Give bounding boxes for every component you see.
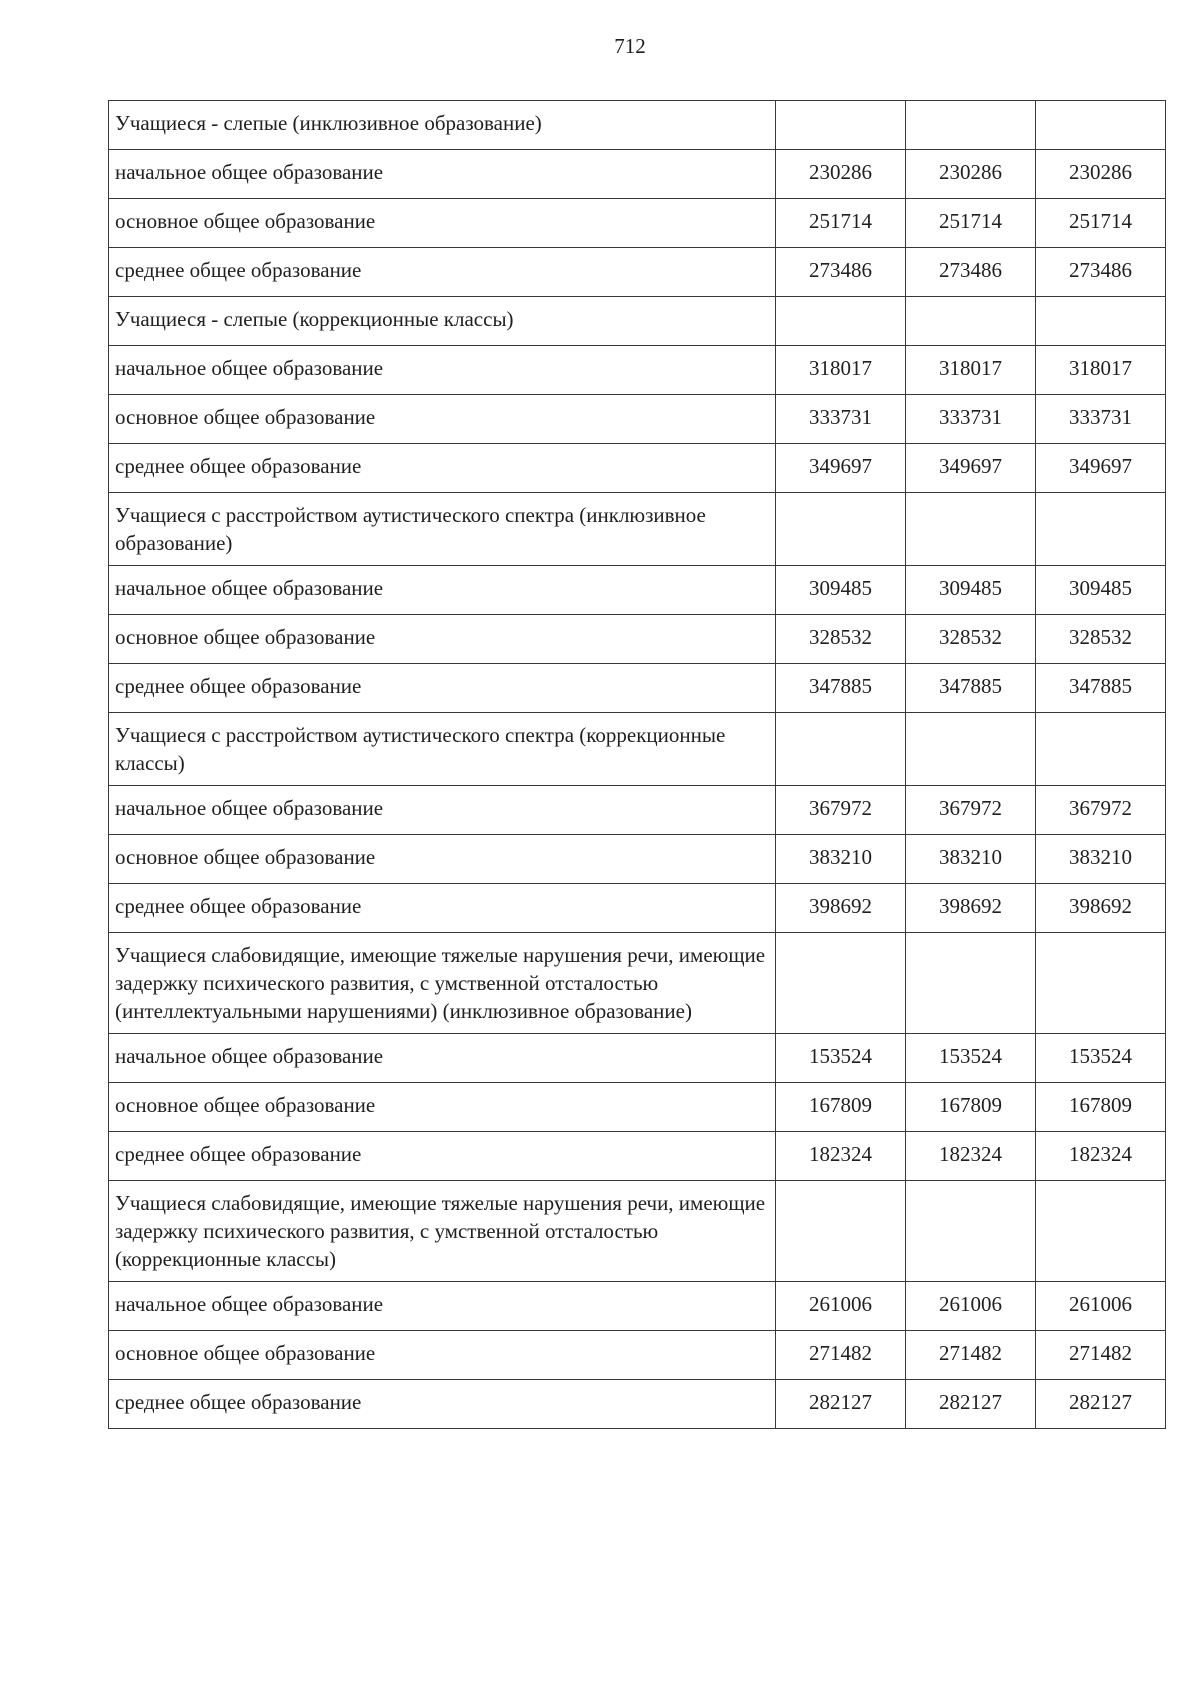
empty-cell [906, 493, 1036, 566]
value-cell: 333731 [906, 395, 1036, 444]
row-label: среднее общее образование [109, 884, 776, 933]
empty-cell [776, 933, 906, 1034]
value-cell: 261006 [906, 1282, 1036, 1331]
empty-cell [776, 101, 906, 150]
row-label: начальное общее образование [109, 1282, 776, 1331]
value-cell: 261006 [1036, 1282, 1166, 1331]
value-cell: 182324 [1036, 1132, 1166, 1181]
value-cell: 383210 [776, 835, 906, 884]
empty-cell [776, 1181, 906, 1282]
empty-cell [1036, 713, 1166, 786]
value-cell: 309485 [906, 566, 1036, 615]
row-label: среднее общее образование [109, 444, 776, 493]
value-cell: 261006 [776, 1282, 906, 1331]
value-cell: 398692 [906, 884, 1036, 933]
value-cell: 383210 [1036, 835, 1166, 884]
empty-cell [906, 713, 1036, 786]
empty-cell [776, 713, 906, 786]
table-row [109, 1282, 1166, 1331]
value-cell: 271482 [776, 1331, 906, 1380]
table-section-header [109, 101, 1166, 150]
value-cell: 230286 [1036, 150, 1166, 199]
value-cell: 271482 [906, 1331, 1036, 1380]
value-cell: 273486 [1036, 248, 1166, 297]
table-body [109, 101, 1166, 1429]
value-cell: 318017 [776, 346, 906, 395]
value-cell: 167809 [1036, 1083, 1166, 1132]
section-label: Учащиеся - слепые (инклюзивное образование) [109, 101, 776, 150]
section-label: Учащиеся с расстройством аутистического спектра (инклюзивное образование) [109, 493, 776, 566]
value-cell: 282127 [906, 1380, 1036, 1429]
value-cell: 398692 [1036, 884, 1166, 933]
value-cell: 309485 [1036, 566, 1166, 615]
table-section-header [109, 933, 1166, 1034]
value-cell: 349697 [906, 444, 1036, 493]
row-label: среднее общее образование [109, 664, 776, 713]
value-cell: 167809 [776, 1083, 906, 1132]
row-label: основное общее образование [109, 1331, 776, 1380]
table-row [109, 1331, 1166, 1380]
value-cell: 282127 [776, 1380, 906, 1429]
value-cell: 153524 [776, 1034, 906, 1083]
value-cell: 182324 [906, 1132, 1036, 1181]
table-section-header [109, 297, 1166, 346]
value-cell: 273486 [776, 248, 906, 297]
row-label: основное общее образование [109, 1083, 776, 1132]
table-row [109, 444, 1166, 493]
value-cell: 309485 [776, 566, 906, 615]
row-label: среднее общее образование [109, 1380, 776, 1429]
value-cell: 230286 [906, 150, 1036, 199]
table-row [109, 346, 1166, 395]
row-label: среднее общее образование [109, 248, 776, 297]
section-label: Учащиеся - слепые (коррекционные классы) [109, 297, 776, 346]
value-cell: 367972 [1036, 786, 1166, 835]
value-cell: 383210 [906, 835, 1036, 884]
empty-cell [1036, 493, 1166, 566]
value-cell: 333731 [1036, 395, 1166, 444]
empty-cell [776, 493, 906, 566]
empty-cell [906, 297, 1036, 346]
row-label: основное общее образование [109, 395, 776, 444]
empty-cell [906, 101, 1036, 150]
value-cell: 333731 [776, 395, 906, 444]
value-cell: 251714 [776, 199, 906, 248]
row-label: начальное общее образование [109, 346, 776, 395]
empty-cell [1036, 1181, 1166, 1282]
value-cell: 349697 [1036, 444, 1166, 493]
table-section-header [109, 493, 1166, 566]
table-section-header [109, 713, 1166, 786]
value-cell: 347885 [906, 664, 1036, 713]
value-cell: 282127 [1036, 1380, 1166, 1429]
value-cell: 182324 [776, 1132, 906, 1181]
value-cell: 271482 [1036, 1331, 1166, 1380]
empty-cell [1036, 933, 1166, 1034]
table-row [109, 150, 1166, 199]
row-label: основное общее образование [109, 199, 776, 248]
value-cell: 347885 [776, 664, 906, 713]
table-section-header [109, 1181, 1166, 1282]
row-label: среднее общее образование [109, 1132, 776, 1181]
empty-cell [906, 933, 1036, 1034]
value-cell: 251714 [1036, 199, 1166, 248]
table-row [109, 248, 1166, 297]
section-label: Учащиеся с расстройством аутистического спектра (коррекционные классы) [109, 713, 776, 786]
table-row [109, 1034, 1166, 1083]
table-row [109, 566, 1166, 615]
row-label: основное общее образование [109, 615, 776, 664]
row-label: начальное общее образование [109, 150, 776, 199]
table-row [109, 395, 1166, 444]
row-label: начальное общее образование [109, 786, 776, 835]
value-cell: 367972 [776, 786, 906, 835]
value-cell: 318017 [1036, 346, 1166, 395]
value-cell: 167809 [906, 1083, 1036, 1132]
row-label: начальное общее образование [109, 566, 776, 615]
empty-cell [906, 1181, 1036, 1282]
cost-table [108, 100, 1166, 1429]
table-row [109, 199, 1166, 248]
section-label: Учащиеся слабовидящие, имеющие тяжелые нарушения речи, имеющие задержку психического развития, с умственной отсталостью (коррекционные классы) [109, 1181, 776, 1282]
value-cell: 153524 [906, 1034, 1036, 1083]
empty-cell [1036, 297, 1166, 346]
table-row [109, 615, 1166, 664]
value-cell: 367972 [906, 786, 1036, 835]
page-number: 712 [614, 34, 646, 58]
value-cell: 328532 [906, 615, 1036, 664]
value-cell: 153524 [1036, 1034, 1166, 1083]
value-cell: 251714 [906, 199, 1036, 248]
table-row [109, 1380, 1166, 1429]
empty-cell [1036, 101, 1166, 150]
value-cell: 328532 [1036, 615, 1166, 664]
table-row [109, 1083, 1166, 1132]
row-label: начальное общее образование [109, 1034, 776, 1083]
table-row [109, 786, 1166, 835]
table-row [109, 1132, 1166, 1181]
table-row [109, 664, 1166, 713]
value-cell: 328532 [776, 615, 906, 664]
empty-cell [776, 297, 906, 346]
value-cell: 273486 [906, 248, 1036, 297]
row-label: основное общее образование [109, 835, 776, 884]
value-cell: 230286 [776, 150, 906, 199]
table-row [109, 835, 1166, 884]
value-cell: 318017 [906, 346, 1036, 395]
table-row [109, 884, 1166, 933]
value-cell: 347885 [1036, 664, 1166, 713]
section-label: Учащиеся слабовидящие, имеющие тяжелые нарушения речи, имеющие задержку психического развития, с умственной отсталостью (интеллектуальными нарушениями) (инклюзивное образование) [109, 933, 776, 1034]
value-cell: 398692 [776, 884, 906, 933]
value-cell: 349697 [776, 444, 906, 493]
